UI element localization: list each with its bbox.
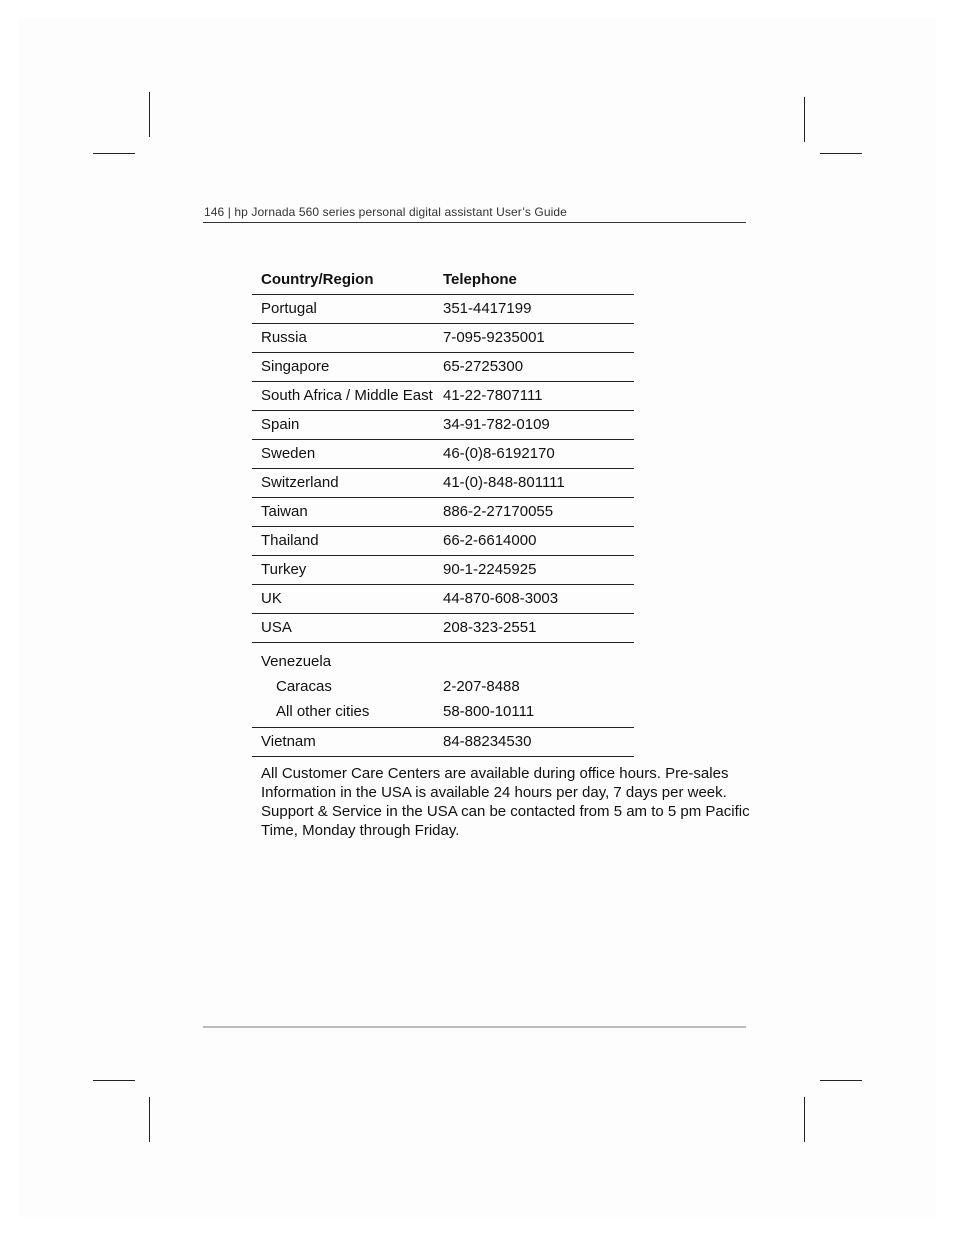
table-row	[252, 614, 634, 643]
country-cell: UK	[261, 590, 282, 607]
country-cell: Spain	[261, 416, 300, 433]
phone-cell: 41-(0)-848-801111	[443, 474, 565, 491]
phone-table	[252, 266, 634, 757]
country-cell: Russia	[261, 329, 307, 346]
table-row	[252, 728, 634, 757]
crop-mark	[93, 153, 135, 154]
city-cell: Caracas	[276, 678, 332, 695]
table-row	[252, 411, 634, 440]
country-cell: Taiwan	[261, 503, 308, 520]
country-cell: South Africa / Middle East	[261, 387, 433, 404]
phone-cell: 41-22-7807111	[443, 387, 543, 404]
availability-note: All Customer Care Centers are available during office hours. Pre-sales Information in the USA is available 24 hours per day, 7 days per week. Support & Service in the USA can be contacted from 5 am to 5 pm Pacific Time, Monday through Friday.	[261, 765, 750, 839]
table-row	[252, 585, 634, 614]
table-row	[252, 440, 634, 469]
crop-mark	[804, 97, 805, 142]
phone-cell: 208-323-2551	[443, 619, 537, 636]
phone-cell: 58-800-10111	[443, 703, 535, 720]
column-header-telephone: Telephone	[443, 271, 517, 288]
country-cell: Turkey	[261, 561, 307, 578]
country-cell: USA	[261, 619, 292, 636]
country-cell: Switzerland	[261, 474, 339, 491]
header-rule	[203, 222, 746, 223]
crop-mark	[93, 1080, 135, 1081]
crop-mark	[149, 92, 150, 137]
phone-cell: 90-1-2245925	[443, 561, 537, 578]
phone-cell: 7-095-9235001	[443, 329, 545, 346]
table-row-venezuela	[252, 643, 634, 728]
phone-cell: 34-91-782-0109	[443, 416, 550, 433]
table-row	[252, 469, 634, 498]
country-cell: Vietnam	[261, 733, 316, 750]
table-row	[252, 382, 634, 411]
running-header: 146 | hp Jornada 560 series personal digital assistant User’s Guide	[204, 205, 567, 219]
table-row	[252, 498, 634, 527]
phone-cell: 44-870-608-3003	[443, 590, 559, 607]
table-header-row	[252, 266, 634, 295]
country-cell: Thailand	[261, 532, 319, 549]
city-cell: All other cities	[276, 703, 370, 720]
crop-mark	[820, 153, 862, 154]
phone-cell: 66-2-6614000	[443, 532, 537, 549]
crop-mark	[149, 1097, 150, 1142]
table-row	[252, 527, 634, 556]
table-row	[252, 295, 634, 324]
country-cell: Portugal	[261, 300, 317, 317]
table-row	[252, 324, 634, 353]
phone-cell: 2-207-8488	[443, 678, 520, 695]
phone-cell: 84-88234530	[443, 733, 532, 750]
column-header-country: Country/Region	[261, 271, 374, 288]
phone-cell: 46-(0)8-6192170	[443, 445, 555, 462]
footer-rule	[203, 1026, 746, 1028]
crop-mark	[804, 1097, 805, 1142]
country-cell: Sweden	[261, 445, 316, 462]
table-row	[252, 556, 634, 585]
phone-cell: 886-2-27170055	[443, 503, 554, 520]
country-cell: Singapore	[261, 358, 330, 375]
phone-cell: 65-2725300	[443, 358, 524, 375]
table-row	[252, 353, 634, 382]
phone-cell: 351-4417199	[443, 300, 532, 317]
country-cell: Venezuela	[261, 653, 332, 670]
crop-mark	[820, 1080, 862, 1081]
